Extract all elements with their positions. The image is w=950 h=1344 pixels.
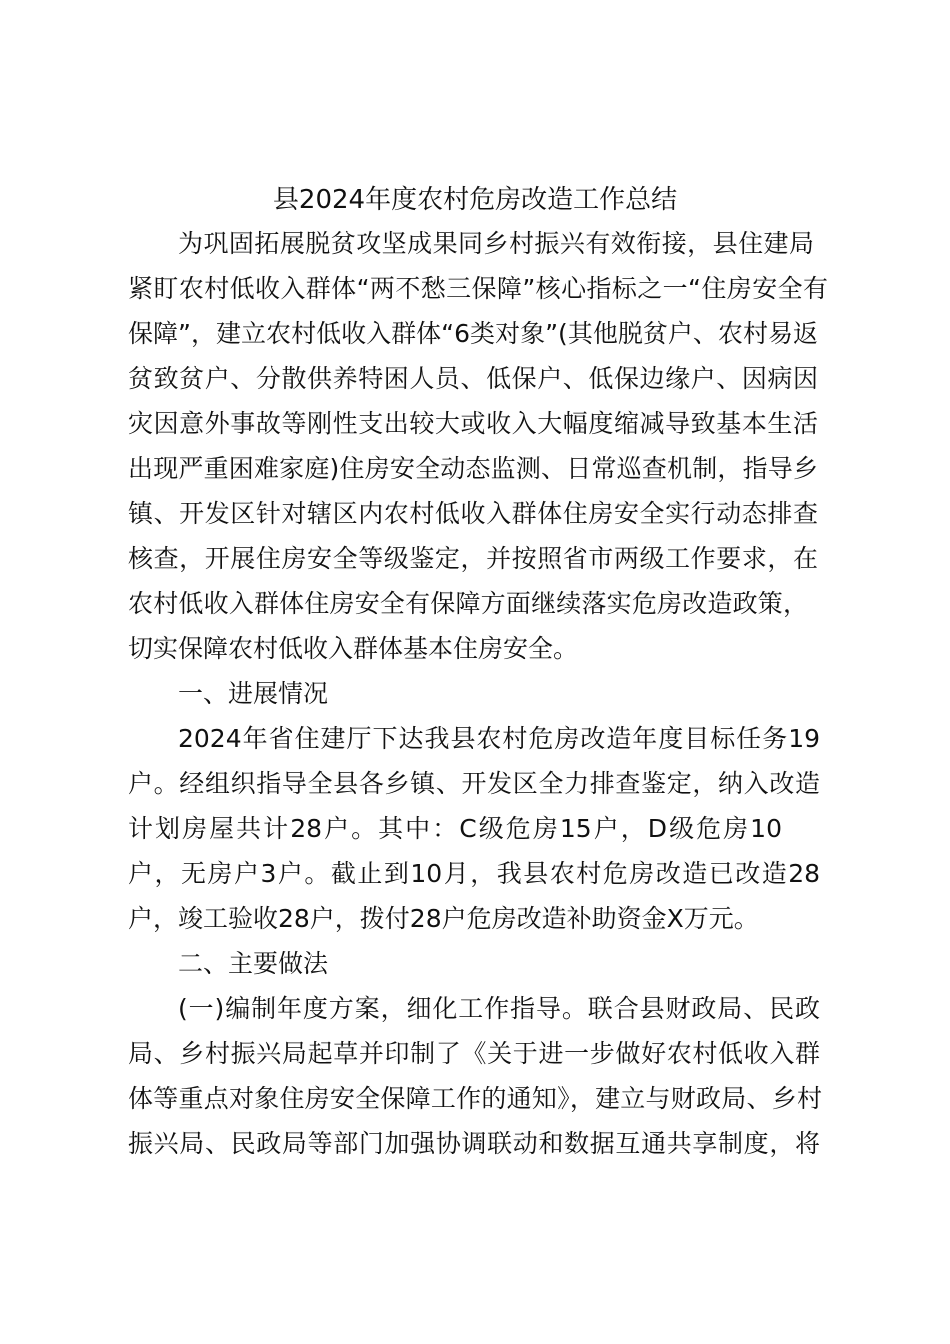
intro-line-8: 核查，开展住房安全等级鉴定，并按照省市两级工作要求，在 [128,544,818,573]
intro-line-7: 镇、开发区针对辖区内农村低收入群体住房安全实行动态排查 [128,499,818,528]
section2-line-1: (一)编制年度方案，细化工作指导。联合县财政局、民政 [178,994,820,1023]
section1-heading: 一、进展情况 [178,679,329,708]
section2-heading: 二、主要做法 [178,949,329,978]
intro-line-2: 紧盯农村低收入群体“两不愁三保障”核心指标之一“住房安全有 [128,274,828,303]
intro-line-4: 贫致贫户、分散供养特困人员、低保户、低保边缘户、因病因 [128,364,818,393]
section2-line-3: 体等重点对象住房安全保障工作的通知》，建立与财政局、乡村 [128,1084,822,1113]
section1-line-4: 户，无房户3户。截止到10月，我县农村危房改造已改造28 [128,859,820,888]
intro-line-5: 灾因意外事故等刚性支出较大或收入大幅度缩减导致基本生活 [128,409,818,438]
document-title: 县2024年度农村危房改造工作总结 [272,185,678,215]
intro-line-1: 为巩固拓展脱贫攻坚成果同乡村振兴有效衔接，县住建局 [178,229,814,258]
section1-line-2: 户。经组织指导全县各乡镇、开发区全力排查鉴定，纳入改造 [128,769,820,798]
section1-line-1: 2024年省住建厅下达我县农村危房改造年度目标任务19 [178,724,820,753]
intro-line-6: 出现严重困难家庭)住房安全动态监测、日常巡查机制，指导乡 [128,454,818,483]
intro-line-9: 农村低收入群体住房安全有保障方面继续落实危房改造政策， [128,589,808,618]
section2-line-4: 振兴局、民政局等部门加强协调联动和数据互通共享制度，将 [128,1129,820,1158]
intro-line-3: 保障”，建立农村低收入群体“6类对象”(其他脱贫户、农村易返 [128,319,818,348]
intro-line-10: 切实保障农村低收入群体基本住房安全。 [128,634,579,663]
section1-line-3: 计划房屋共计28户。其中：C级危房15户，D级危房10 [128,814,782,843]
section2-line-2: 局、乡村振兴局起草并印制了《关于进一步做好农村低收入群 [128,1039,820,1068]
section1-line-5: 户，竣工验收28户，拨付28户危房改造补助资金X万元。 [128,904,759,933]
